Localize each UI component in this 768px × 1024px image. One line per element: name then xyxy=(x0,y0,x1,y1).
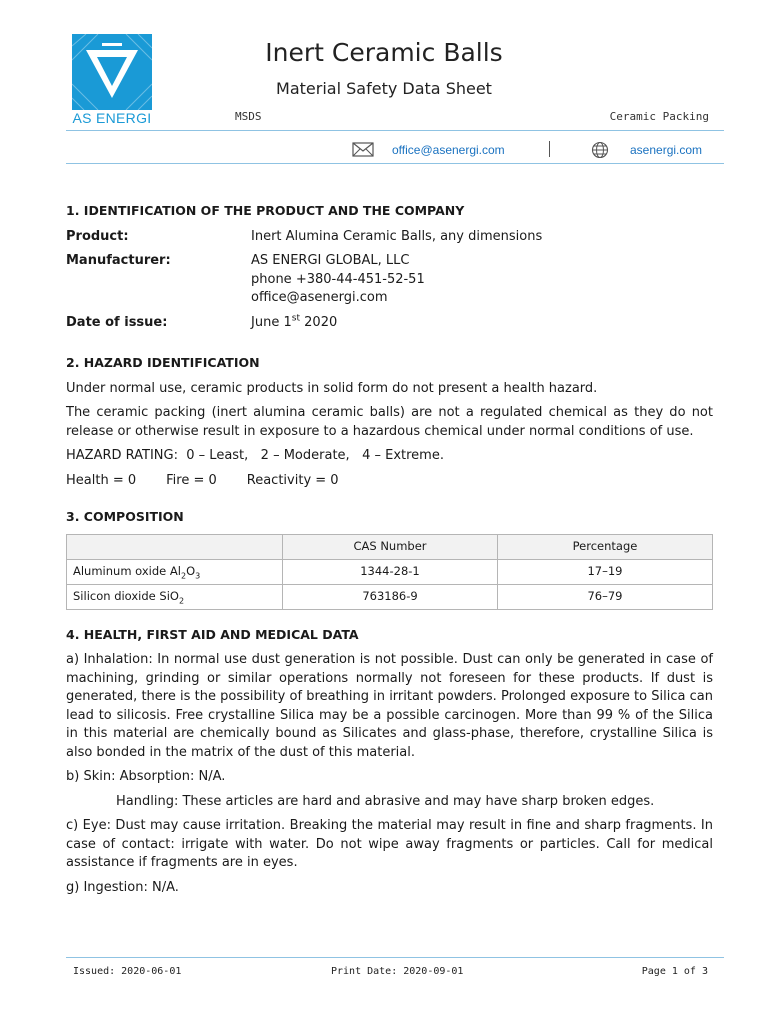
reactivity-score: Reactivity = 0 xyxy=(246,472,339,488)
globe-icon xyxy=(591,141,609,159)
manufacturer-value xyxy=(251,252,713,308)
footer-divider xyxy=(66,957,724,958)
date-suffix: st xyxy=(291,313,301,324)
hazard-rating xyxy=(66,447,713,466)
table-header-cas: CAS Number xyxy=(283,534,498,559)
date-value xyxy=(251,314,713,333)
ingestion-paragraph: g) Ingestion: N/A. xyxy=(66,879,179,895)
website-link[interactable]: asenergi.com xyxy=(630,143,703,157)
manufacturer-email: office@asenergi.com xyxy=(251,290,388,305)
component-cas: 1344-28-1 xyxy=(283,559,498,584)
skin-paragraph: b) Skin: Absorption: N/A. xyxy=(66,769,226,784)
hazard-scores xyxy=(66,472,713,491)
contact-separator xyxy=(549,141,550,157)
contact-divider xyxy=(66,163,724,164)
footer-issued: Issued: 2020-06-01 xyxy=(73,966,182,977)
logo-emblem-icon xyxy=(72,34,152,110)
company-logo xyxy=(72,34,152,110)
health-score: Health = 0 xyxy=(66,472,137,488)
table-header-row xyxy=(67,534,713,559)
email-link[interactable]: office@asenergi.com xyxy=(392,143,505,157)
section-4-heading: 4. HEALTH, FIRST AID AND MEDICAL DATA xyxy=(66,626,359,642)
table-row xyxy=(67,584,713,609)
eye-paragraph: c) Eye: Dust may cause irritation. Breaking the material may result in fine and sharp fragments. In case of contact: irrigate with water. Do not wipe away fragments or particles. Call for medical assistance if fragments are in eyes. xyxy=(66,818,713,870)
header-divider xyxy=(66,130,724,131)
hazard-rating-label: HAZARD RATING: xyxy=(66,448,178,463)
component-percentage: 17–19 xyxy=(498,559,713,584)
table-row xyxy=(67,559,713,584)
manufacturer-row xyxy=(66,252,713,308)
component-cas: 763186-9 xyxy=(283,584,498,609)
handling-paragraph: Handling: These articles are hard and abrasive and may have sharp broken edges. xyxy=(116,793,655,809)
component-name: Silicon dioxide SiO$_2$ xyxy=(67,584,283,609)
manufacturer-phone: phone +380-44-451-52-51 xyxy=(251,271,425,287)
fire-score: Fire = 0 xyxy=(166,472,217,488)
section-3-heading: 3. COMPOSITION xyxy=(66,509,184,524)
product-value: Inert Alumina Ceramic Balls, any dimensions xyxy=(251,228,543,244)
category-label: Ceramic Packing xyxy=(609,110,709,123)
footer-page-number: Page 1 of 3 xyxy=(641,966,708,977)
date-year: 2020 xyxy=(300,314,338,330)
hazard-paragraph-1: Under normal use, ceramic products in solid form do not present a health hazard. xyxy=(66,380,598,396)
product-label: Product: xyxy=(66,228,129,244)
manufacturer-name: AS ENERGI GLOBAL, LLC xyxy=(251,253,410,268)
inhalation-paragraph: a) Inhalation: In normal use dust generation is not possible. Dust can only be generated in case of machining, grinding or similar operations normally not foreseen for these products. If dust is generated, there is the possibility of breathing in irritant powders. Prolonged exposure to Silica can lead to silicosis. Free crystalline Silica may be a possible carcinogen. More than 99 % of the Silica in this material are chemically bound as Silicates and glass-phase, therefore, crystalline Silica is also bonded in the matrix of the dust of this material. xyxy=(66,652,713,760)
hazard-paragraph-2: The ceramic packing (inert alumina ceramic balls) are not a regulated chemical as they do not release or otherwise result in exposure to a hazardous chemical under normal conditions of use. xyxy=(66,405,713,439)
date-month: June 1 xyxy=(251,314,292,330)
composition-table xyxy=(66,534,713,610)
doc-type-label: MSDS xyxy=(235,110,262,123)
footer-print-date: Print Date: 2020-09-01 xyxy=(331,966,464,977)
section-2-heading: 2. HAZARD IDENTIFICATION xyxy=(66,355,260,370)
date-label: Date of issue: xyxy=(66,314,168,330)
document-body xyxy=(66,202,713,903)
component-percentage: 76–79 xyxy=(498,584,713,609)
product-row xyxy=(66,228,713,247)
document-title: Inert Ceramic Balls xyxy=(265,38,503,67)
document-subtitle: Material Safety Data Sheet xyxy=(276,79,492,98)
section-1-heading: 1. IDENTIFICATION OF THE PRODUCT AND THE COMPANY xyxy=(66,203,465,218)
logo-wordmark: AS ENERGI xyxy=(72,110,152,126)
date-row xyxy=(66,314,713,333)
envelope-icon xyxy=(352,142,374,157)
table-header-empty xyxy=(67,534,283,559)
hazard-rating-values: 0 – Least, 2 – Moderate, 4 – Extreme. xyxy=(186,448,444,463)
table-header-percentage: Percentage xyxy=(498,534,713,559)
manufacturer-label: Manufacturer: xyxy=(66,253,171,268)
component-name: Aluminum oxide $Al_2O_3$ xyxy=(67,559,283,584)
